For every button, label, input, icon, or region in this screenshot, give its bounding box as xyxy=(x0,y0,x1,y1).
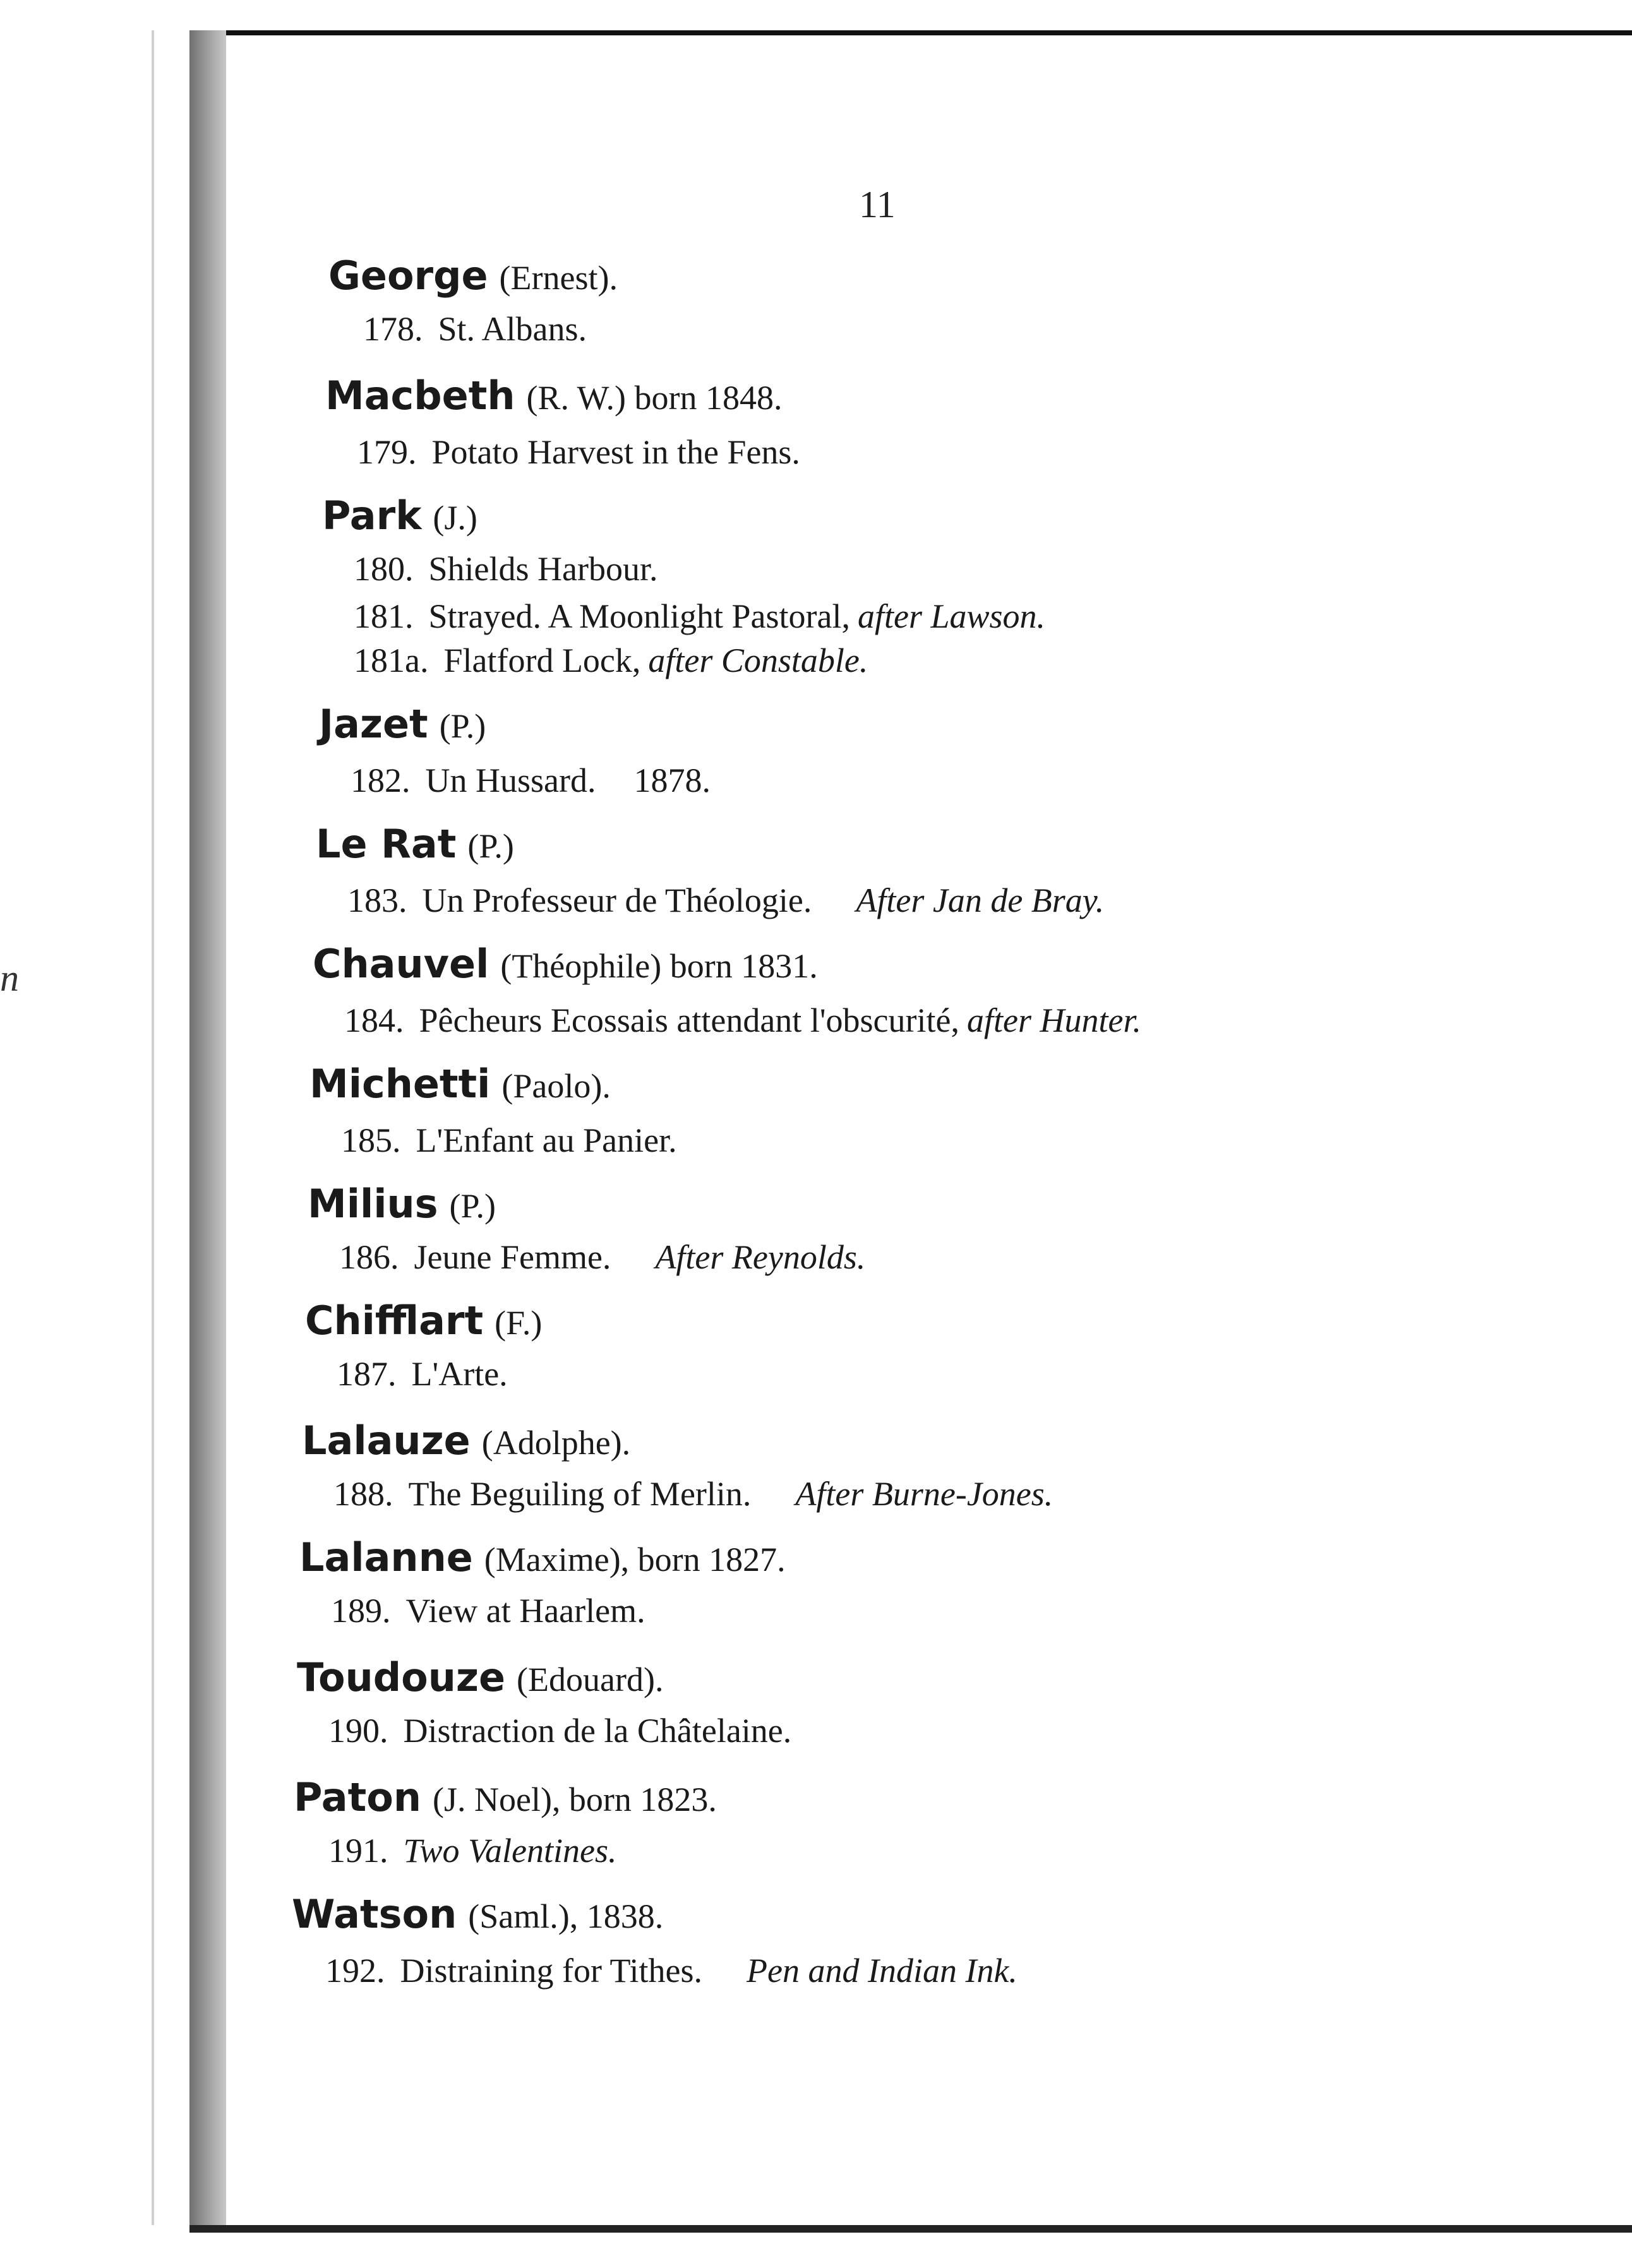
work-number: 181a. xyxy=(354,642,429,679)
work-attribution: after Lawson. xyxy=(858,597,1046,635)
artist-info: (P.) xyxy=(449,1187,496,1225)
work-item xyxy=(351,761,711,800)
work-item xyxy=(341,1121,677,1160)
work-attribution: after Constable. xyxy=(648,642,868,679)
artist-name: Lalauze xyxy=(302,1418,471,1464)
work-number: 189. xyxy=(331,1592,391,1630)
artist-name: Le Rat xyxy=(316,821,457,867)
work-number: 188. xyxy=(333,1475,393,1513)
work-number: 186. xyxy=(339,1238,399,1276)
artist-heading xyxy=(294,1774,717,1821)
artist-info: (Ernest). xyxy=(499,259,618,297)
work-number: 180. xyxy=(354,550,414,588)
work-title: Strayed. A Moonlight Pastoral, xyxy=(428,597,850,635)
artist-name: Toudouze xyxy=(297,1654,506,1700)
work-item xyxy=(337,1354,508,1394)
artist-heading xyxy=(325,373,783,419)
artist-info: (Adolphe). xyxy=(481,1424,631,1462)
artist-info: (R. W.) born 1848. xyxy=(526,379,783,417)
artist-name: Milius xyxy=(308,1181,438,1227)
work-number: 190. xyxy=(328,1712,388,1750)
work-title: L'Enfant au Panier. xyxy=(416,1121,677,1159)
artist-heading xyxy=(322,492,477,539)
artist-heading xyxy=(313,941,818,988)
artist-heading xyxy=(305,1298,542,1344)
work-title: Un Hussard. xyxy=(425,761,596,799)
work-attribution: After Jan de Bray. xyxy=(856,881,1105,919)
work-item xyxy=(354,641,868,680)
work-item xyxy=(344,1001,1141,1040)
work-item xyxy=(347,881,1104,920)
artist-info: (Edouard). xyxy=(517,1661,664,1698)
work-attribution: after Hunter. xyxy=(966,1001,1141,1039)
artist-name: Michetti xyxy=(309,1061,491,1107)
work-number: 179. xyxy=(357,433,417,471)
artist-name: Chifflart xyxy=(305,1298,484,1344)
artist-heading xyxy=(308,1181,496,1227)
work-title: Flatford Lock, xyxy=(443,642,641,679)
work-item xyxy=(339,1238,865,1277)
work-number: 178. xyxy=(363,310,423,348)
artist-heading xyxy=(302,1418,630,1464)
work-date: 1878. xyxy=(633,761,711,799)
work-item xyxy=(354,597,1045,636)
artist-heading xyxy=(319,701,486,748)
artist-name: Jazet xyxy=(319,701,428,747)
work-title: Two Valentines. xyxy=(403,1832,617,1870)
work-title: Pêcheurs Ecossais attendant l'obscurité, xyxy=(419,1001,959,1039)
work-attribution: After Burne-Jones. xyxy=(795,1475,1053,1513)
artist-name: Watson xyxy=(292,1891,457,1937)
work-number: 181. xyxy=(354,597,414,635)
artist-heading xyxy=(299,1534,786,1581)
artist-info: (J.) xyxy=(433,499,477,537)
work-title: Potato Harvest in the Fens. xyxy=(431,433,800,471)
artist-name: Chauvel xyxy=(313,941,489,987)
work-title: L'Arte. xyxy=(411,1355,508,1393)
artist-info: (Maxime), born 1827. xyxy=(484,1541,786,1579)
work-item xyxy=(333,1474,1053,1513)
work-item xyxy=(357,433,800,472)
artist-name: Lalanne xyxy=(299,1534,473,1580)
artist-name: Macbeth xyxy=(325,373,515,419)
work-title: Shields Harbour. xyxy=(428,550,658,588)
work-number: 191. xyxy=(328,1832,388,1870)
artist-info: (Théophile) born 1831. xyxy=(500,947,818,985)
artist-name: Park xyxy=(322,492,422,539)
artist-heading xyxy=(328,253,618,299)
margin-mark: n xyxy=(0,957,19,999)
artist-info: (P.) xyxy=(439,707,486,745)
work-item xyxy=(328,1711,791,1750)
work-number: 187. xyxy=(337,1355,397,1393)
artist-heading xyxy=(316,821,514,868)
work-number: 192. xyxy=(325,1952,385,1990)
artist-heading xyxy=(297,1654,663,1701)
artist-info: (F.) xyxy=(495,1304,543,1342)
artist-name: George xyxy=(328,253,488,299)
work-title: Distraction de la Châtelaine. xyxy=(403,1712,792,1750)
work-item xyxy=(354,549,657,588)
artist-name: Paton xyxy=(294,1774,421,1820)
work-item xyxy=(328,1831,617,1870)
work-item xyxy=(331,1591,645,1630)
page-number: 11 xyxy=(859,184,896,225)
work-item xyxy=(325,1951,1017,1990)
work-item xyxy=(363,309,587,349)
work-number: 183. xyxy=(347,881,407,919)
work-attribution: After Reynolds. xyxy=(655,1238,866,1276)
artist-info: (J. Noel), born 1823. xyxy=(432,1781,717,1818)
work-title: Un Professeur de Théologie. xyxy=(422,881,812,919)
work-number: 182. xyxy=(351,761,411,799)
artist-heading xyxy=(309,1061,611,1107)
artist-heading xyxy=(292,1891,663,1938)
work-title: St. Albans. xyxy=(438,310,587,348)
artist-info: (Paolo). xyxy=(501,1067,611,1105)
work-number: 185. xyxy=(341,1121,401,1159)
work-title: Jeune Femme. xyxy=(414,1238,611,1276)
work-title: Distraining for Tithes. xyxy=(400,1952,703,1990)
artist-info: (Saml.), 1838. xyxy=(468,1897,664,1935)
work-title: The Beguiling of Merlin. xyxy=(408,1475,752,1513)
artist-info: (P.) xyxy=(467,827,514,865)
work-title: View at Haarlem. xyxy=(405,1592,645,1630)
work-attribution: Pen and Indian Ink. xyxy=(747,1952,1017,1990)
work-number: 184. xyxy=(344,1001,404,1039)
